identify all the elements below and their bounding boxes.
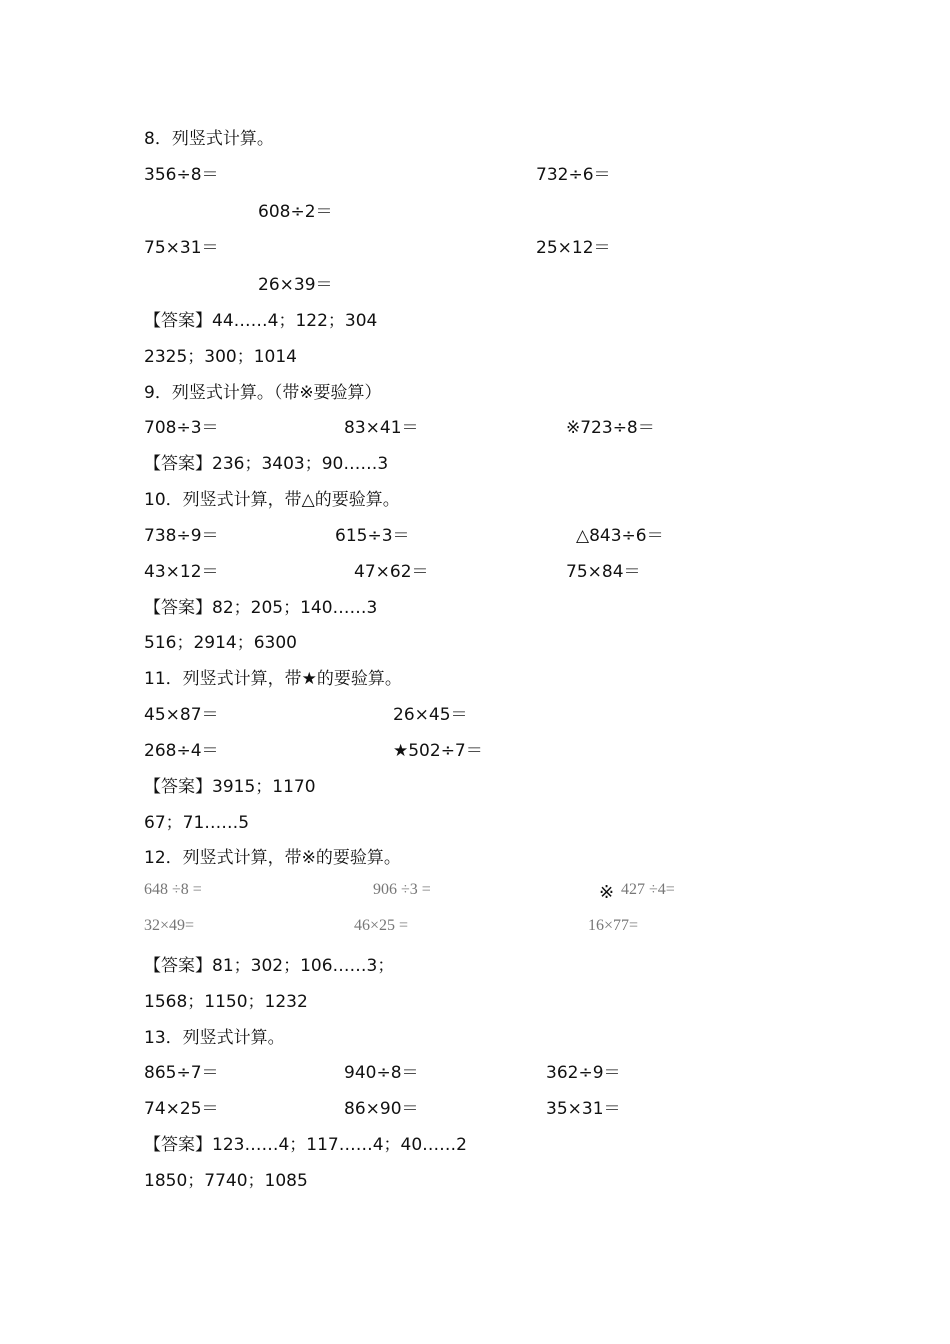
q11-item-4: ★502÷7＝ [393, 741, 483, 761]
q11-title: 11．列竖式计算，带★的要验算。 [144, 669, 402, 689]
q8-item-2: 732÷6＝ [536, 165, 611, 185]
q12-item-2: 906 ÷3 = [373, 881, 431, 898]
q13-item-6: 35×31＝ [546, 1099, 621, 1119]
q11-answer-line-1: 【答案】3915；1170 [144, 777, 316, 797]
q12-item-4: 32×49= [144, 917, 195, 934]
q8-title: 8．列竖式计算。 [144, 129, 274, 149]
q10-answer-line-1: 【答案】82；205；140……3 [144, 598, 378, 618]
q9-item-1: 708÷3＝ [144, 418, 219, 438]
q13-item-4: 74×25＝ [144, 1099, 219, 1119]
q13-item-5: 86×90＝ [344, 1099, 419, 1119]
q8-answer-line-1: 【答案】44……4；122；304 [144, 311, 378, 331]
q12-item-3: 427 ÷4= [621, 881, 675, 898]
q10-item-5: 47×62＝ [354, 562, 429, 582]
q9-item-3: ※723÷8＝ [566, 418, 655, 438]
q12-item-1: 648 ÷8 = [144, 881, 202, 898]
q13-item-3: 362÷9＝ [546, 1063, 621, 1083]
q10-item-4: 43×12＝ [144, 562, 219, 582]
q11-item-3: 268÷4＝ [144, 741, 219, 761]
q8-item-4: 75×31＝ [144, 238, 219, 258]
q10-answer-line-2: 516；2914；6300 [144, 633, 297, 653]
q13-item-1: 865÷7＝ [144, 1063, 219, 1083]
q10-item-2: 615÷3＝ [335, 526, 410, 546]
q12-check-mark: ※ [599, 882, 615, 903]
q12-title: 12．列竖式计算，带※的要验算。 [144, 848, 401, 868]
q10-title: 10．列竖式计算，带△的要验算。 [144, 490, 400, 510]
q13-answer-line-1: 【答案】123……4；117……4；40……2 [144, 1135, 467, 1155]
q11-answer-line-2: 67；71……5 [144, 813, 250, 833]
q9-item-2: 83×41＝ [344, 418, 419, 438]
q8-item-5: 25×12＝ [536, 238, 611, 258]
q10-item-6: 75×84＝ [566, 562, 641, 582]
q8-item-1: 356÷8＝ [144, 165, 219, 185]
q12-item-5: 46×25 = [354, 917, 409, 934]
q8-item-6: 26×39＝ [258, 275, 333, 295]
q11-item-2: 26×45＝ [393, 705, 468, 725]
q13-title: 13．列竖式计算。 [144, 1028, 285, 1048]
q10-item-1: 738÷9＝ [144, 526, 219, 546]
q12-answer-line-1: 【答案】81；302；106……3； [144, 956, 395, 976]
q12-answer-line-2: 1568；1150；1232 [144, 992, 308, 1012]
q12-item-6: 16×77= [588, 917, 639, 934]
q9-answer-line-1: 【答案】236；3403；90……3 [144, 454, 389, 474]
q8-item-3: 608÷2＝ [258, 202, 333, 222]
q13-item-2: 940÷8＝ [344, 1063, 419, 1083]
q8-answer-line-2: 2325；300；1014 [144, 347, 297, 367]
q9-title: 9．列竖式计算。（带※要验算） [144, 383, 382, 403]
q10-item-3: △843÷6＝ [576, 526, 664, 546]
q13-answer-line-2: 1850；7740；1085 [144, 1171, 308, 1191]
q11-item-1: 45×87＝ [144, 705, 219, 725]
